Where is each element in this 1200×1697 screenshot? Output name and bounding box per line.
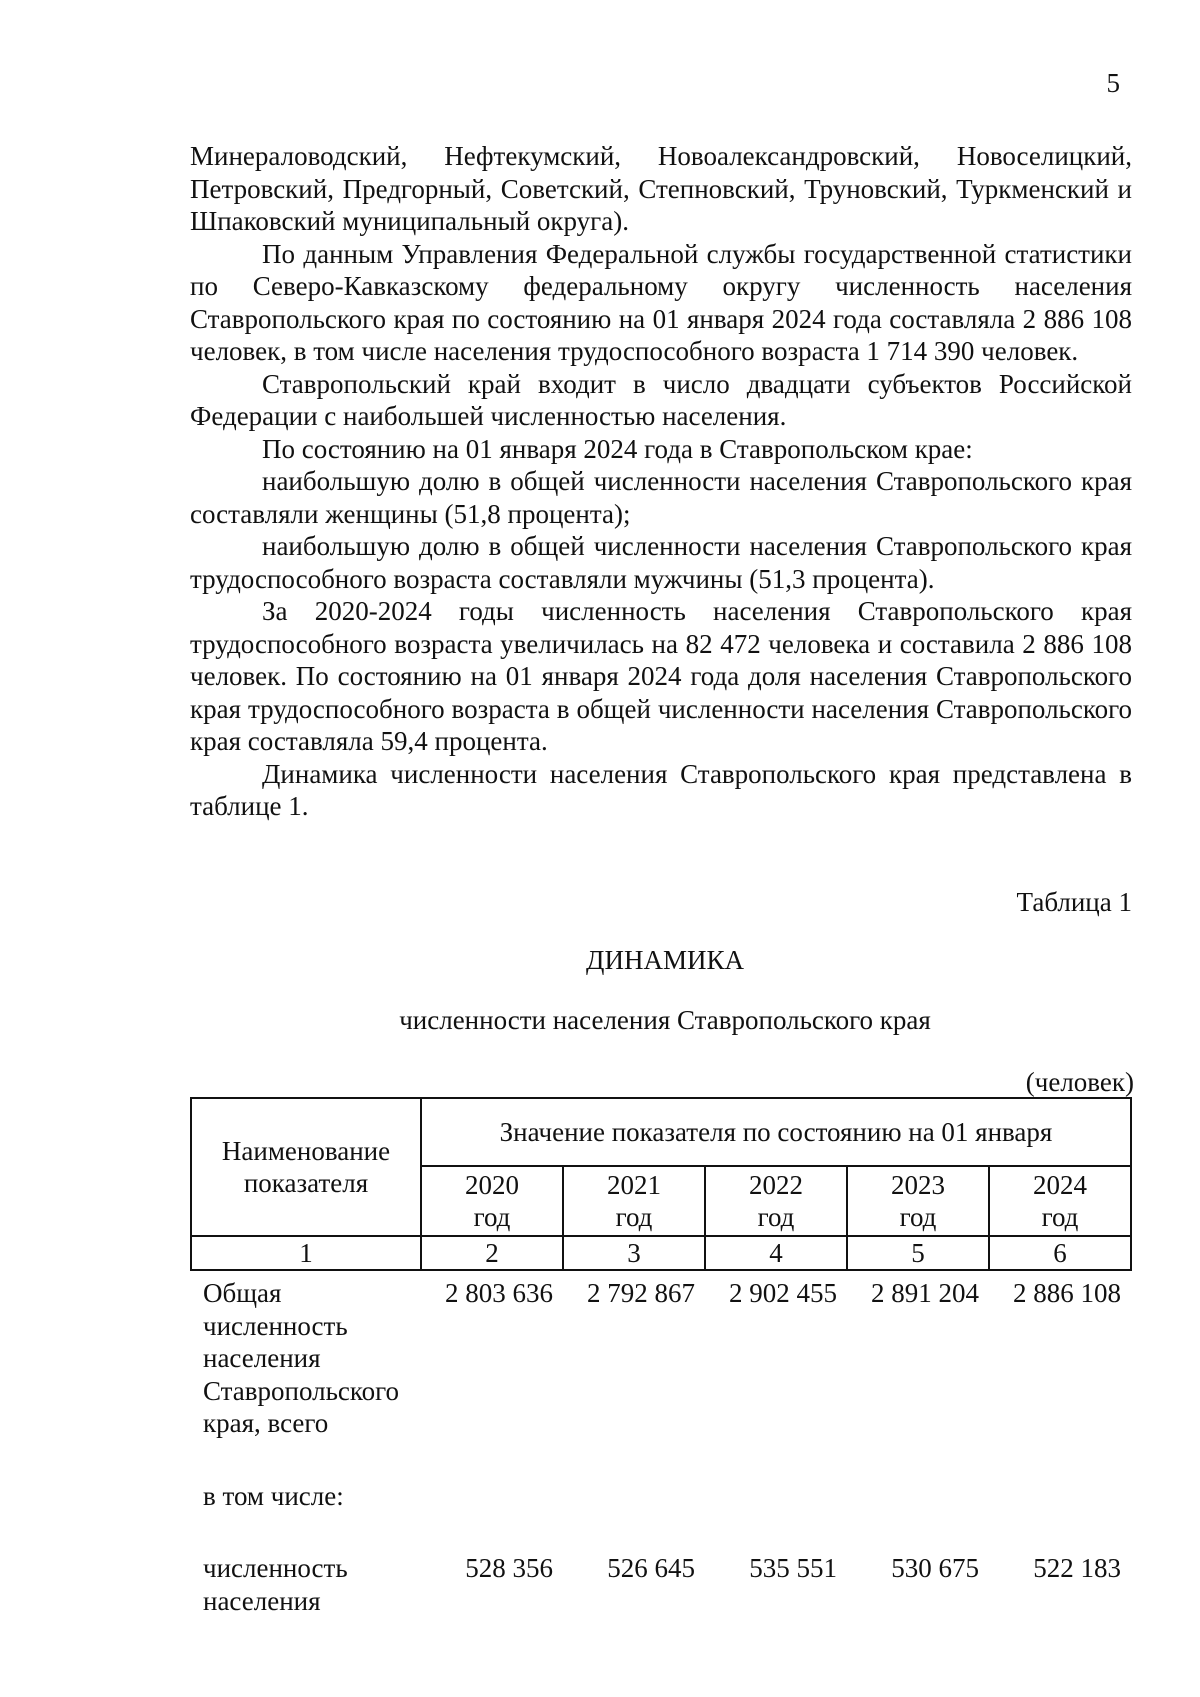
paragraph-6: За 2020-2024 годы численность населения Ставропольского края трудоспособного возраста увеличилась на 82 472 человека и составила 2 886 108 человек. По состоянию на 01 января 2024 года доля населения Ставропольского края трудоспособного возраста в общей численности населения Ставропольского края составляла 59,4 процента. (190, 596, 1132, 756)
column-number: 3 (563, 1236, 705, 1270)
table-row (191, 1552, 1131, 1617)
row-name: в том числе: (203, 1480, 344, 1511)
header-year-2022: 2022 год (705, 1166, 847, 1236)
paragraph-7: Динамика численности населения Ставропольского края представлена в таблице 1. (190, 758, 1132, 821)
table-row (191, 1480, 1131, 1513)
table-row (191, 1270, 1131, 1440)
table-subtitle: численности населения Ставропольского края (399, 1005, 931, 1035)
column-number: 5 (847, 1236, 989, 1270)
column-number: 6 (989, 1236, 1131, 1270)
header-year-2021: 2021 год (563, 1166, 705, 1236)
row-value: 528 356 (465, 1553, 553, 1583)
row-value: 2 886 108 (1013, 1278, 1121, 1308)
column-number: 1 (191, 1236, 421, 1270)
column-number: 4 (705, 1236, 847, 1270)
table-title: ДИНАМИКА (586, 945, 744, 975)
row-value: 2 792 867 (587, 1278, 695, 1308)
row-value: 535 551 (749, 1553, 837, 1583)
header-value-group: Значение показателя по состоянию на 01 января (421, 1098, 1131, 1166)
row-value: 2 902 455 (729, 1278, 837, 1308)
paragraph-4: наибольшую долю в общей численности населения Ставропольского края составляли женщины (51,8 процента); (190, 466, 1132, 529)
column-number: 2 (421, 1236, 563, 1270)
row-value: 530 675 (891, 1553, 979, 1583)
row-value: 526 645 (607, 1553, 695, 1583)
table-label: Таблица 1 (1016, 887, 1132, 917)
page-number: 5 (1106, 68, 1120, 98)
header-year-2023: 2023 год (847, 1166, 989, 1236)
paragraph-0: Минераловодский, Нефтекумский, Новоалександровский, Новоселицкий, Петровский, Предгорный, Советский, Степновский, Труновский, Туркменский и Шпаковский муниципальный округа). (190, 141, 1132, 236)
population-table (190, 1097, 1132, 1617)
paragraph-1: По данным Управления Федеральной службы государственной статистики по Северо-Кавказскому федеральному округу численность населения Ставропольского края по состоянию на 01 января 2024 года составляла 2 886 108 человек, в том числе населения трудоспособного возраста 1 714 390 человек. (190, 238, 1132, 366)
header-year-2020: 2020 год (421, 1166, 563, 1236)
paragraph-3: По состоянию на 01 января 2024 года в Ставропольском крае: (262, 433, 973, 464)
header-indicator-name: Наименование показателя (191, 1098, 421, 1236)
paragraph-5: наибольшую долю в общей численности населения Ставропольского края трудоспособного возраста составляли мужчины (51,3 процента). (190, 531, 1132, 594)
row-value: 522 183 (1033, 1553, 1121, 1583)
row-name: Общая численность населения Ставропольского края, всего (203, 1278, 400, 1438)
table-unit: (человек) (1025, 1067, 1134, 1097)
row-value: 2 891 204 (871, 1278, 979, 1308)
header-year-2024: 2024 год (989, 1166, 1131, 1236)
row-value: 2 803 636 (445, 1278, 553, 1308)
paragraph-2: Ставропольский край входит в число двадцати субъектов Российской Федерации с наибольшей численностью населения. (190, 368, 1132, 431)
body-text (190, 140, 1132, 823)
row-name: численность населения (203, 1553, 348, 1616)
